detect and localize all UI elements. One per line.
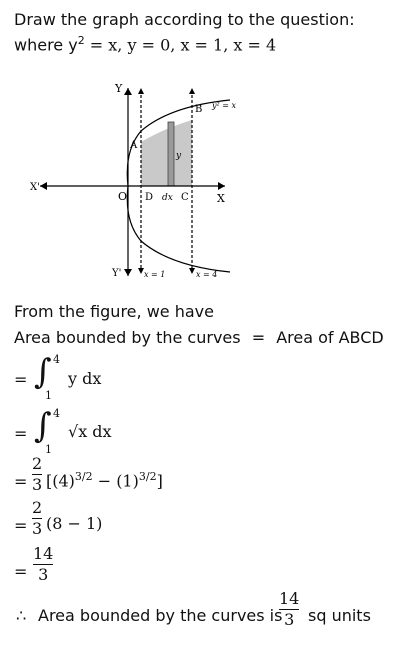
conclusion-text: Area bounded by the curves is	[38, 606, 283, 625]
step2-integrand: √x dx	[68, 422, 112, 441]
step2-integral-sign: ∫	[34, 406, 52, 446]
step5-num: 14	[33, 544, 54, 563]
step5-eq: =	[14, 562, 28, 581]
x-arrow-left	[40, 182, 47, 190]
label-y-strip: y	[176, 151, 182, 161]
step3-exp1: 3/2	[74, 470, 93, 483]
therefore-symbol: ∴	[16, 606, 27, 625]
intro-line-1: Draw the graph according to the question:	[14, 10, 355, 29]
step2-upper-limit: 4	[53, 407, 60, 420]
label-x-equals-1: x = 1	[144, 270, 166, 279]
x4-arrow-bottom	[189, 268, 195, 274]
step1-integral-sign: ∫	[34, 352, 52, 392]
label-x: X	[217, 192, 225, 205]
step4-expression: (8 − 1)	[46, 514, 103, 533]
step1-lower-limit: 1	[45, 389, 52, 402]
from-figure-text: From the figure, we have	[14, 302, 214, 321]
conclusion-units: sq units	[308, 606, 371, 625]
label-d: D	[145, 192, 154, 203]
area-left: Area bounded by the curves	[14, 328, 241, 347]
step4-fraction	[32, 499, 42, 538]
step3-num: 2	[32, 454, 43, 473]
strip-dx	[168, 122, 174, 186]
step4-num: 2	[32, 498, 43, 517]
area-statement	[14, 328, 384, 347]
area-equals: =	[251, 328, 266, 347]
label-c: C	[181, 192, 189, 203]
conclusion-fraction	[279, 590, 299, 629]
x4-arrow-top	[189, 88, 195, 94]
shaded-region	[141, 120, 192, 186]
conclusion-num: 14	[279, 589, 300, 608]
step3-exp2: 3/2	[138, 470, 157, 483]
label-x-equals-4: x = 4	[196, 270, 218, 279]
label-x-prime: X'	[30, 182, 40, 193]
step3-fraction	[32, 455, 42, 494]
area-right: Area of ABCD	[276, 328, 384, 347]
step3-b: − (1)	[92, 471, 139, 491]
label-a: A	[130, 140, 138, 151]
step3-expression	[46, 470, 163, 490]
step3-c: ]	[156, 471, 163, 491]
x1-arrow-top	[138, 88, 144, 94]
step5-den: 3	[38, 565, 49, 584]
intro-exp: 2	[77, 34, 85, 47]
step2-lower-limit: 1	[45, 443, 52, 456]
intro-where: where y	[14, 35, 78, 55]
label-curve: y² = x	[212, 101, 237, 110]
step4-den: 3	[32, 519, 43, 538]
conclusion-den: 3	[284, 610, 295, 629]
intro-equations: = x, y = 0, x = 1, x = 4	[84, 35, 277, 55]
step3-den: 3	[32, 475, 43, 494]
step4-eq: =	[14, 516, 28, 535]
step2-eq: =	[14, 424, 28, 443]
label-o: O	[118, 190, 128, 203]
label-b: B	[195, 104, 203, 115]
y-arrow-bottom	[124, 269, 132, 276]
label-y-prime: Y'	[112, 268, 122, 279]
area-graph	[20, 76, 260, 286]
intro-line-2	[14, 34, 276, 54]
step1-integrand: y dx	[68, 369, 102, 388]
label-dx: dx	[162, 193, 173, 203]
step1-upper-limit: 4	[53, 353, 60, 366]
label-y: Y	[115, 82, 123, 95]
y-arrow-top	[124, 88, 132, 95]
step5-fraction	[33, 545, 53, 584]
step3-eq: =	[14, 472, 28, 491]
step3-a: [(4)	[46, 471, 75, 491]
x-arrow-right	[218, 182, 225, 190]
step1-eq: =	[14, 370, 28, 389]
